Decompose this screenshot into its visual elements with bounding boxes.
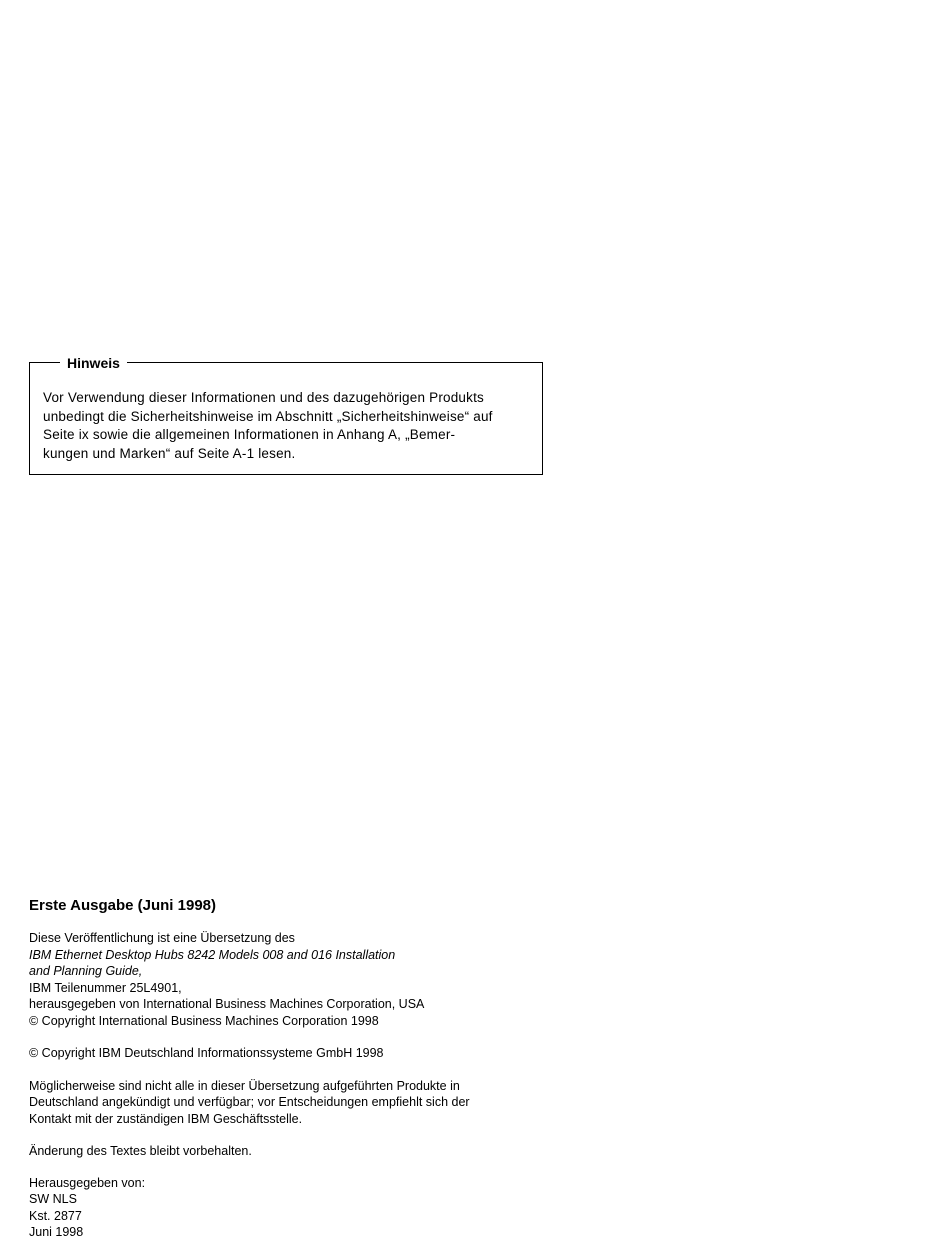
spacer <box>29 1062 629 1078</box>
issued-by-line: SW NLS <box>29 1192 77 1206</box>
spacer <box>29 1029 629 1045</box>
edition-title: Erste Ausgabe (Juni 1998) <box>29 897 217 914</box>
spacer <box>29 1127 629 1143</box>
availability-line: Möglicherweise sind nicht alle in dieser Übersetzung aufgeführten Produkte in <box>29 1078 460 1093</box>
notice-line: Seite ix sowie die allgemeinen Informationen in Anhang A, „Bemer- <box>43 427 456 442</box>
notice-box <box>29 355 543 475</box>
notice-line: kungen und Marken“ auf Seite A-1 lesen. <box>43 445 296 461</box>
changes-note: Änderung des Textes bleibt vorbehalten. <box>29 1144 252 1158</box>
notice-line: Vor Verwendung dieser Informationen und des dazugehörigen Produkts <box>43 390 484 405</box>
source-title-line-2: and Planning Guide, <box>29 964 143 978</box>
publisher: herausgegeben von International Business Machines Corporation, USA <box>29 997 425 1011</box>
copyright-ibm-deutschland: © Copyright IBM Deutschland Informationssysteme GmbH 1998 <box>29 1046 384 1060</box>
notice-title: Hinweis <box>60 353 127 373</box>
notice-body <box>43 389 535 463</box>
availability-line: Kontakt mit der zuständigen IBM Geschäftsstelle. <box>29 1111 303 1126</box>
edition-section <box>29 896 629 1241</box>
translation-intro: Diese Veröffentlichung ist eine Übersetzung des <box>29 931 295 945</box>
source-title-line-1: IBM Ethernet Desktop Hubs 8242 Models 008 and 016 Installation <box>29 947 396 962</box>
issued-by-line: Herausgegeben von: <box>29 1175 146 1190</box>
part-number: IBM Teilenummer 25L4901, <box>29 980 182 995</box>
copyright-ibm: © Copyright International Business Machines Corporation 1998 <box>29 1013 379 1028</box>
spacer <box>29 1160 629 1175</box>
availability-line: Deutschland angekündigt und verfügbar; vor Entscheidungen empfiehlt sich der <box>29 1095 470 1109</box>
notice-line: unbedingt die Sicherheitshinweise im Abschnitt „Sicherheitshinweise“ auf <box>43 408 493 424</box>
issued-by-line: Kst. 2877 <box>29 1208 82 1223</box>
issued-by-line: Juni 1998 <box>29 1225 84 1239</box>
